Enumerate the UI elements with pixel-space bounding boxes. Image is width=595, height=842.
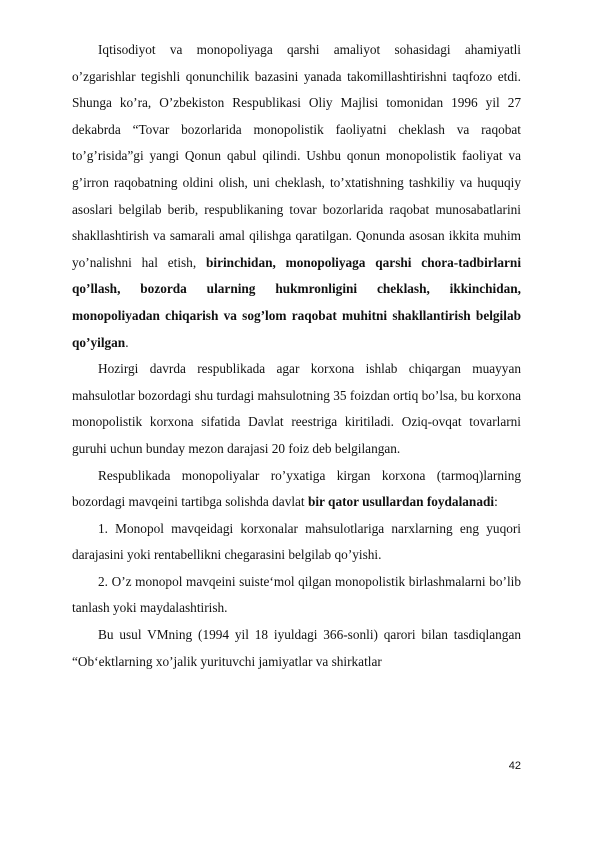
paragraph-text: Hozirgi davrda respublikada agar korxona ishlab chiqargan muayyan mahsulotlar bozordagi shu turdagi mahsulotning 35 foizdan ortiq bo’lsa, bu korxona monopolistik korxona sifatida Davlat reestriga kiritiladi. Oziq-ovqat tovarlarni guruhi uchun bunday mezon darajasi 20 foiz deb belgilangan. [72,361,521,456]
paragraph-text-end: . [125,334,129,350]
list-item-2 [72,569,521,622]
document-body [72,37,521,675]
paragraph-3 [72,463,521,516]
list-item-1 [72,516,521,569]
list-item-text: 1. Monopol mavqeidagi korxonalar mahsulotlariga narxlarning eng yuqori darajasini yoki rentabellikni chegarasini belgilab qo’yishi. [72,520,521,563]
paragraph-4 [72,622,521,675]
paragraph-text: Bu usul VMning (1994 yil 18 iyuldagi 366-sonli) qarori bilan tasdiqlangan “Ob‘ektlarning xo’jalik yurituvchi jamiyatlar va shirkatlar [72,627,521,669]
paragraph-text-end: : [494,494,498,510]
paragraph-1 [72,37,521,356]
paragraph-text: Respublikada monopoliyalar ro’yxatiga kirgan korxona (tarmoq)larning bozordagi mavqeini tartibga solishda davlat [72,467,521,510]
paragraph-2 [72,356,521,462]
page-number: 42 [508,760,521,772]
list-item-text: 2. O’z monopol mavqeini suiste‘mol qilgan monopolistik birlashmalarni bo’lib tanlash yoki maydalashtirish. [72,573,521,616]
paragraph-text: Iqtisodiyot va monopoliyaga qarshi amaliyot sohasidagi ahamiyatli o’zgarishlar tegishli qonunchilik bazasini yanada takomillashtirishni taqfozo etdi. Shunga ko’ra, O’zbekiston Respublikasi Oliy Majlisi tomonidan 1996 yil 27 dekabrda “Tovar bozorlarida monopolistik faoliyatni cheklash va raqobat to’g’risida”gi yangi Qonun qabul qilindi. Ushbu qonun monopolistik faoliyat va g’irron raqobatning oldini olish, uni cheklash, to’xtatishning tashkiliy va huquqiy asoslari belgilab berib, respublikaning tovar bozorlarida raqobat munosabatlarini shakllashtirish va samarali amal qilishga qaratilgan. Qonunda asosan ikkita muhim yo’nalishni hal etish, [72,42,521,270]
bold-phrase: bir qator usullardan foydalanadi [307,494,495,510]
bold-phrase: birinchidan, monopoliyaga qarshi chora-tadbirlarni qo’llash, bozorda ularning hukmronligini cheklash, ikkinchidan, monopoliyadan chiqarish va sog’lom raqobat muhitni shakllantirish belgilab qo’yilgan [72,254,522,350]
